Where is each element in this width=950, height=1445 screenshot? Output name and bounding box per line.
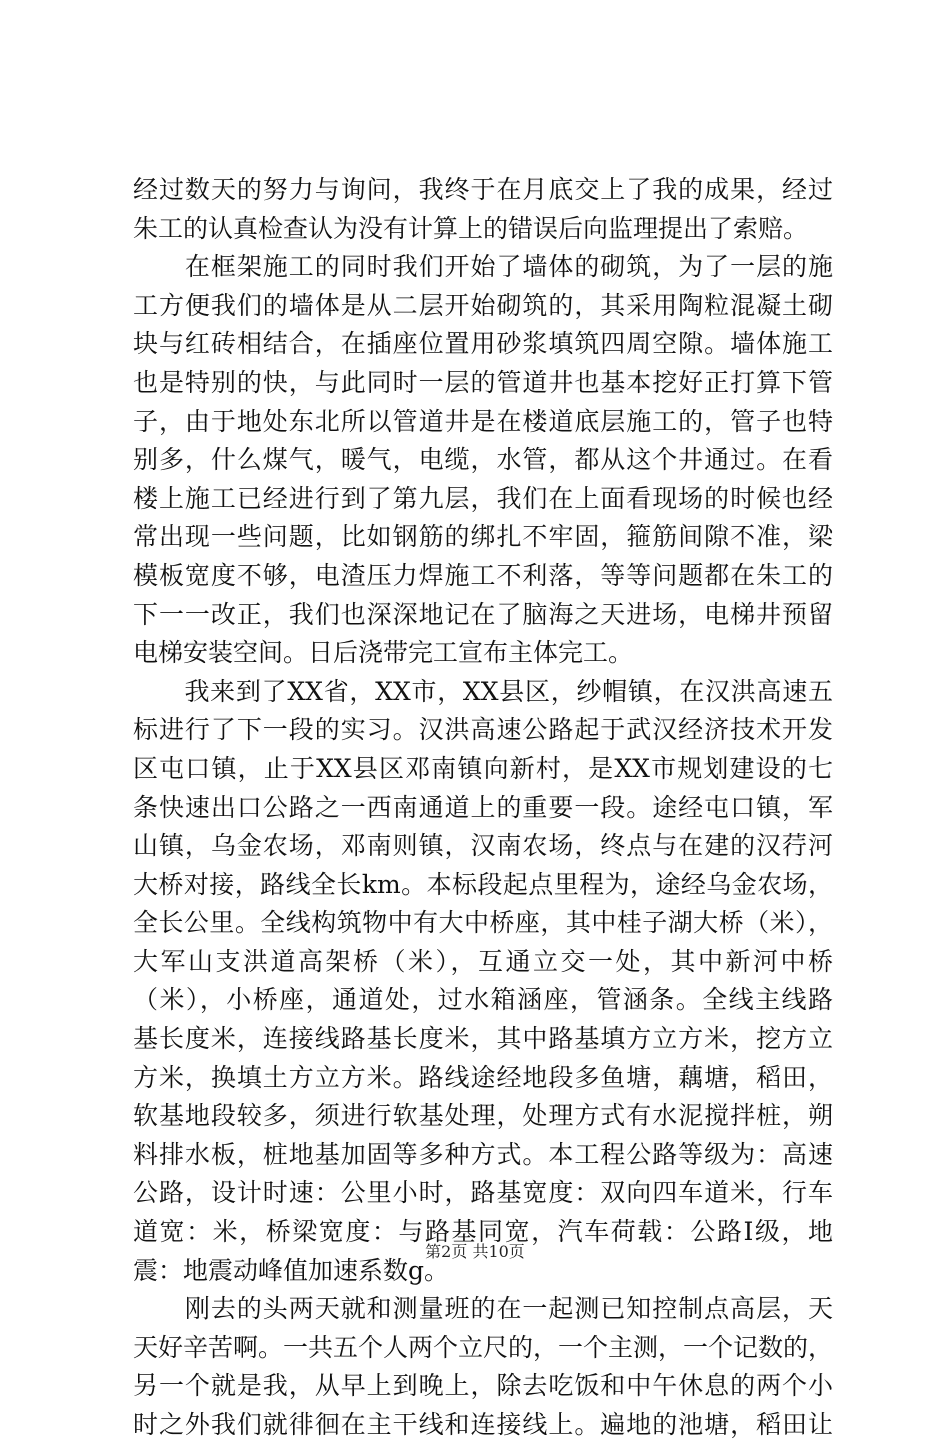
- text-line: 经过数天的努力与询问，我终于在月底交上了我的成果，经过: [133, 175, 833, 204]
- text-line: 常出现一些问题，比如钢筋的绑扎不牢固，箍筋间隙不准，梁: [133, 522, 833, 552]
- text-line: 子，由于地处东北所以管道井是在楼道底层施工的，管子也特: [133, 406, 833, 436]
- text-line: 模板宽度不够，电渣压力焊施工不利落，等等问题都在朱工的: [133, 560, 833, 590]
- page-number-footer: 第2页 共10页: [425, 1242, 525, 1261]
- text-line: 全长公里。全线构筑物中有大中桥座，其中桂子湖大桥（米），: [133, 908, 833, 938]
- text-line: 山镇，乌金农场，邓南则镇，汉南农场，终点与在建的汉荇河: [133, 831, 833, 861]
- text-line: 大桥对接，路线全长km。本标段起点里程为，途经乌金农场，: [133, 869, 833, 899]
- text-line: 块与红砖相结合，在插座位置用砂浆填筑四周空隙。墙体施工: [133, 329, 833, 359]
- text-line: 楼上施工已经进行到了第九层，我们在上面看现场的时候也经: [133, 483, 833, 513]
- text-line: 标进行了下一段的实习。汉洪高速公路起于武汉经济技术开发: [133, 715, 833, 745]
- text-line: 刚去的头两天就和测量班的在一起测已知控制点高层，天: [133, 1294, 833, 1324]
- text-line: 基长度米，连接线路基长度米，其中路基填方立方米，挖方立: [133, 1024, 833, 1054]
- text-line: 条快速出口公路之一西南通道上的重要一段。途经屯口镇，军: [133, 792, 833, 822]
- text-line: 料排水板，桩地基加固等多种方式。本工程公路等级为：高速: [133, 1139, 833, 1169]
- text-line: 也是特别的快，与此同时一层的管道井也基本挖好正打算下管: [133, 367, 833, 397]
- text-line: 在框架施工的同时我们开始了墙体的砌筑，为了一层的施: [133, 252, 833, 282]
- text-line: 方米，换填土方立方米。路线途经地段多鱼塘，藕塘，稻田，: [133, 1062, 833, 1092]
- text-line: 天好辛苦啊。一共五个人两个立尺的，一个主测，一个记数的，: [133, 1332, 834, 1362]
- text-line: （米），小桥座，通道处，过水箱涵座，管涵条。全线主线路: [133, 985, 833, 1015]
- text-line: 时之外我们就徘徊在主干线和连接线上。遍地的池塘，稻田让: [133, 1410, 833, 1439]
- text-line: 我来到了XX省，XX市，XX县区，纱帽镇，在汉洪高速五: [133, 676, 833, 706]
- text-line: 软基地段较多，须进行软基处理，处理方式有水泥搅拌桩，朔: [133, 1101, 833, 1131]
- text-line: 大军山支洪道高架桥（米），互通立交一处，其中新河中桥: [133, 946, 833, 976]
- text-line: 震：地震动峰值加速系数g。: [133, 1255, 450, 1285]
- text-line: 道宽：米，桥梁宽度：与路基同宽，汽车荷载：公路Ⅰ级，地: [133, 1217, 833, 1247]
- text-line: 别多，什么煤气，暖气，电缆，水管，都从这个井通过。在看: [133, 445, 833, 475]
- text-line: 区屯口镇，止于XX县区邓南镇向新村，是XX市规划建设的七: [133, 753, 833, 783]
- text-line: 公路，设计时速：公里小时，路基宽度：双向四车道米，行车: [133, 1178, 833, 1208]
- text-line: 朱工的认真检查认为没有计算上的错误后向监理提出了索赔。: [133, 213, 809, 243]
- text-line: 工方便我们的墙体是从二层开始砌筑的，其采用陶粒混凝土砌: [133, 290, 833, 320]
- text-line: 另一个就是我，从早上到晚上，除去吃饭和中午休息的两个小: [133, 1371, 833, 1401]
- text-line: 下一一改正，我们也深深地记在了脑海之天进场，电梯井预留: [133, 599, 833, 629]
- text-line: 电梯安装空间。日后浇带完工宣布主体完工。: [133, 638, 634, 668]
